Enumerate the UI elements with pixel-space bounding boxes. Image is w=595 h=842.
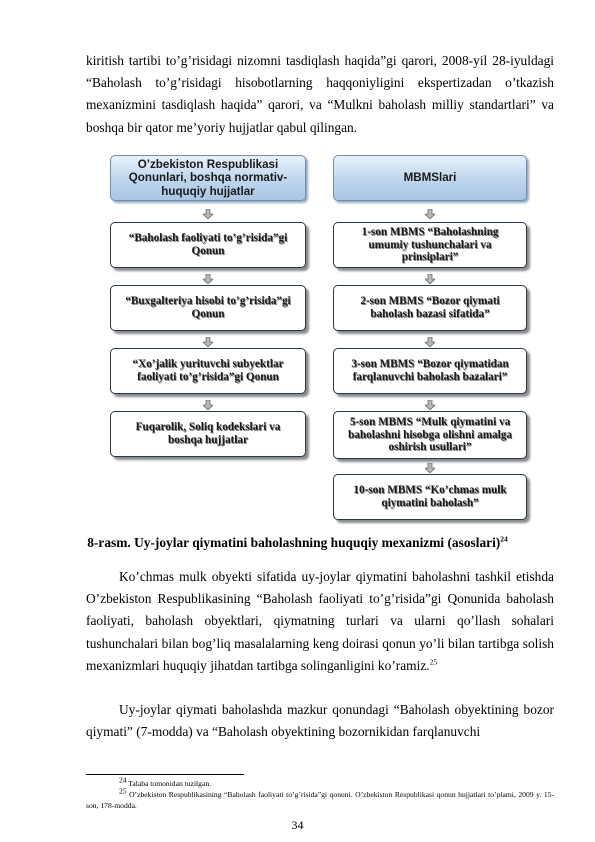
footnote-ref-24: 24 [500,534,508,544]
down-arrow-icon [203,209,213,219]
right-box-2 [333,285,527,331]
right-box-3 [333,348,527,394]
paragraph-valuation [86,699,554,743]
footnote-divider [86,774,244,775]
page-number: 34 [291,818,304,832]
down-arrow-icon [425,400,435,410]
footnote-25-number: 25 [119,786,127,796]
down-arrow-icon [203,337,213,347]
paragraph-legal-basis-text: Ko’chmas mulk obyekti sifatida uy-joylar qiymatini baholashni tashkil etishda O’zbekiston Respublikasining “Baholash faoliyati to’g’risida”gi Qonunida baholash faoliyati, baholash obyektlari, qiymatning turlari va ularni qo’llash sohalari tushunchalari bilan bog’liq masalalarning keng doirasi qonun yo’li bilan tartibga solish mexanizmlari huquqiy jihatdan tartibga solinganligini ko’ramiz. [86,569,554,673]
left-header-box [110,155,306,201]
left-box-2 [110,285,306,331]
footnote-24 [86,775,554,789]
left-box-4-text: Fuqarolik, Soliq kodekslari va boshqa hujjatlar [135,421,281,446]
down-arrow-icon [425,463,435,473]
right-box-4 [333,411,527,459]
footnote-24-number: 24 [119,775,127,785]
right-box-5-text: 10-son MBMS “Ko’chmas mulk qiymatini baholash” [353,484,507,509]
left-header-text: O’zbekiston Respublikasi Qonunlari, boshqa normativ-huquqiy hujjatlar [128,157,288,198]
right-box-1-text: 1-son MBMS “Baholashning umumiy tushunchalari va prinsiplari” [361,226,499,264]
right-box-1 [333,222,527,268]
paragraph-intro-text: kiritish tartibi to’g’risidagi nizomni tasdiqlash haqida”gi qarori, 2008-yil 28-iyuldagi “Baholash to’g’risidagi hisobotlarning haqqoniyligini ekspertizadan o’tkazish mexanizmini tasdiqlash haqida” qarori, va “Mulkni baholash milliy standartlari” va boshqa bir qator me’yoriy hujjatlar qabul qilingan. [86,53,554,135]
left-box-3 [110,348,306,394]
right-box-3-text: 3-son MBMS “Bozor qiymatidan farqlanuvchi baholash bazalari” [351,358,509,383]
right-header-text: MBMSlari [403,171,457,185]
footnote-25-text: O’zbekiston Respublikasining “Baholash faoliyati to’g’risida”gi qonuni. O’zbekiston Respublikasi qonun hujjatlari to’plami, 2009 y. 15-son, 178-modda. [86,790,554,810]
left-box-2-text: “Buxgalteriya hisobi to’g’risida”gi Qonun [125,295,291,320]
right-box-2-text: 2-son MBMS “Bozor qiymati baholash bazasi sifatida” [360,295,500,320]
right-box-4-text: 5-son MBMS “Mulk qiymatini va baholashni hisobga olishni amalga oshirish usullari” [348,416,512,454]
paragraph-legal-basis [86,566,554,677]
left-box-1-text: “Baholash faoliyati to’g’risida”gi Qonun [128,232,288,257]
figure-caption-text: 8-rasm. Uy-joylar qiymatini baholashning huquqiy mexanizmi (asoslari) [87,535,501,550]
right-header-box [333,155,527,201]
paragraph-intro [86,50,554,139]
footnote-24-text: Talaba tomonidan tuzilgan. [128,779,212,788]
down-arrow-icon [425,337,435,347]
down-arrow-icon [425,274,435,284]
down-arrow-icon [203,274,213,284]
left-box-1 [110,222,306,268]
right-box-5 [333,474,527,520]
figure-caption [0,535,595,551]
footnote-25 [86,786,554,811]
left-box-4 [110,411,306,457]
paragraph-valuation-text: Uy-joylar qiymati baholashda mazkur qonundagi “Baholash obyektining bozor qiymati” (7-modda) va “Baholash obyektining bozornikidan farqlanuvchi [86,702,554,740]
left-box-3-text: “Xo’jalik yurituvchi subyektlar faoliyati to’g’risida”gi Qonun [132,358,284,383]
footnote-ref-25: 25 [429,657,438,667]
down-arrow-icon [203,400,213,410]
down-arrow-icon [425,209,435,219]
